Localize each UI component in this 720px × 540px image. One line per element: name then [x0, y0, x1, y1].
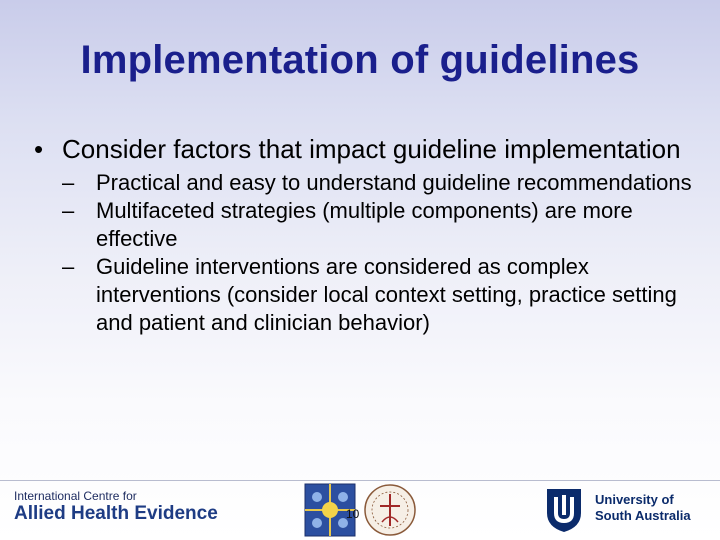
sub-bullet-item — [34, 197, 694, 253]
unisa-line2: South Australia — [595, 508, 691, 523]
sub-bullet-item — [34, 253, 694, 337]
unisa-line1: University of — [595, 492, 674, 507]
footer-divider — [0, 480, 720, 481]
page-number: 10 — [346, 507, 360, 521]
bullet-text: Consider factors that impact guideline implementation — [62, 134, 681, 164]
icahe-logo-line2: Allied Health Evidence — [14, 503, 218, 524]
bullet-marker: • — [34, 134, 44, 164]
sub-bullet-text: Multifaceted strategies (multiple components) are more effective — [96, 198, 633, 251]
sub-bullet-marker: – — [62, 254, 75, 279]
sub-bullet-item — [34, 169, 694, 197]
icahe-logo-line1: International Centre for — [14, 489, 137, 503]
slide-footer — [0, 470, 720, 540]
bullet-list — [34, 133, 694, 337]
slide-title: Implementation of guidelines — [80, 38, 640, 82]
sub-bullet-marker: – — [62, 198, 75, 223]
seal-logo-icon — [362, 482, 418, 538]
unisa-wordmark — [595, 492, 691, 524]
sub-bullet-marker: – — [62, 170, 75, 195]
sub-bullet-text: Practical and easy to understand guideline recommendations — [96, 170, 692, 195]
unisa-shield-icon — [545, 487, 583, 533]
bullet-item — [34, 133, 694, 165]
sub-bullet-text: Guideline interventions are considered as complex interventions (consider local context setting, practice setting and patient and clinician behavior) — [96, 254, 677, 335]
